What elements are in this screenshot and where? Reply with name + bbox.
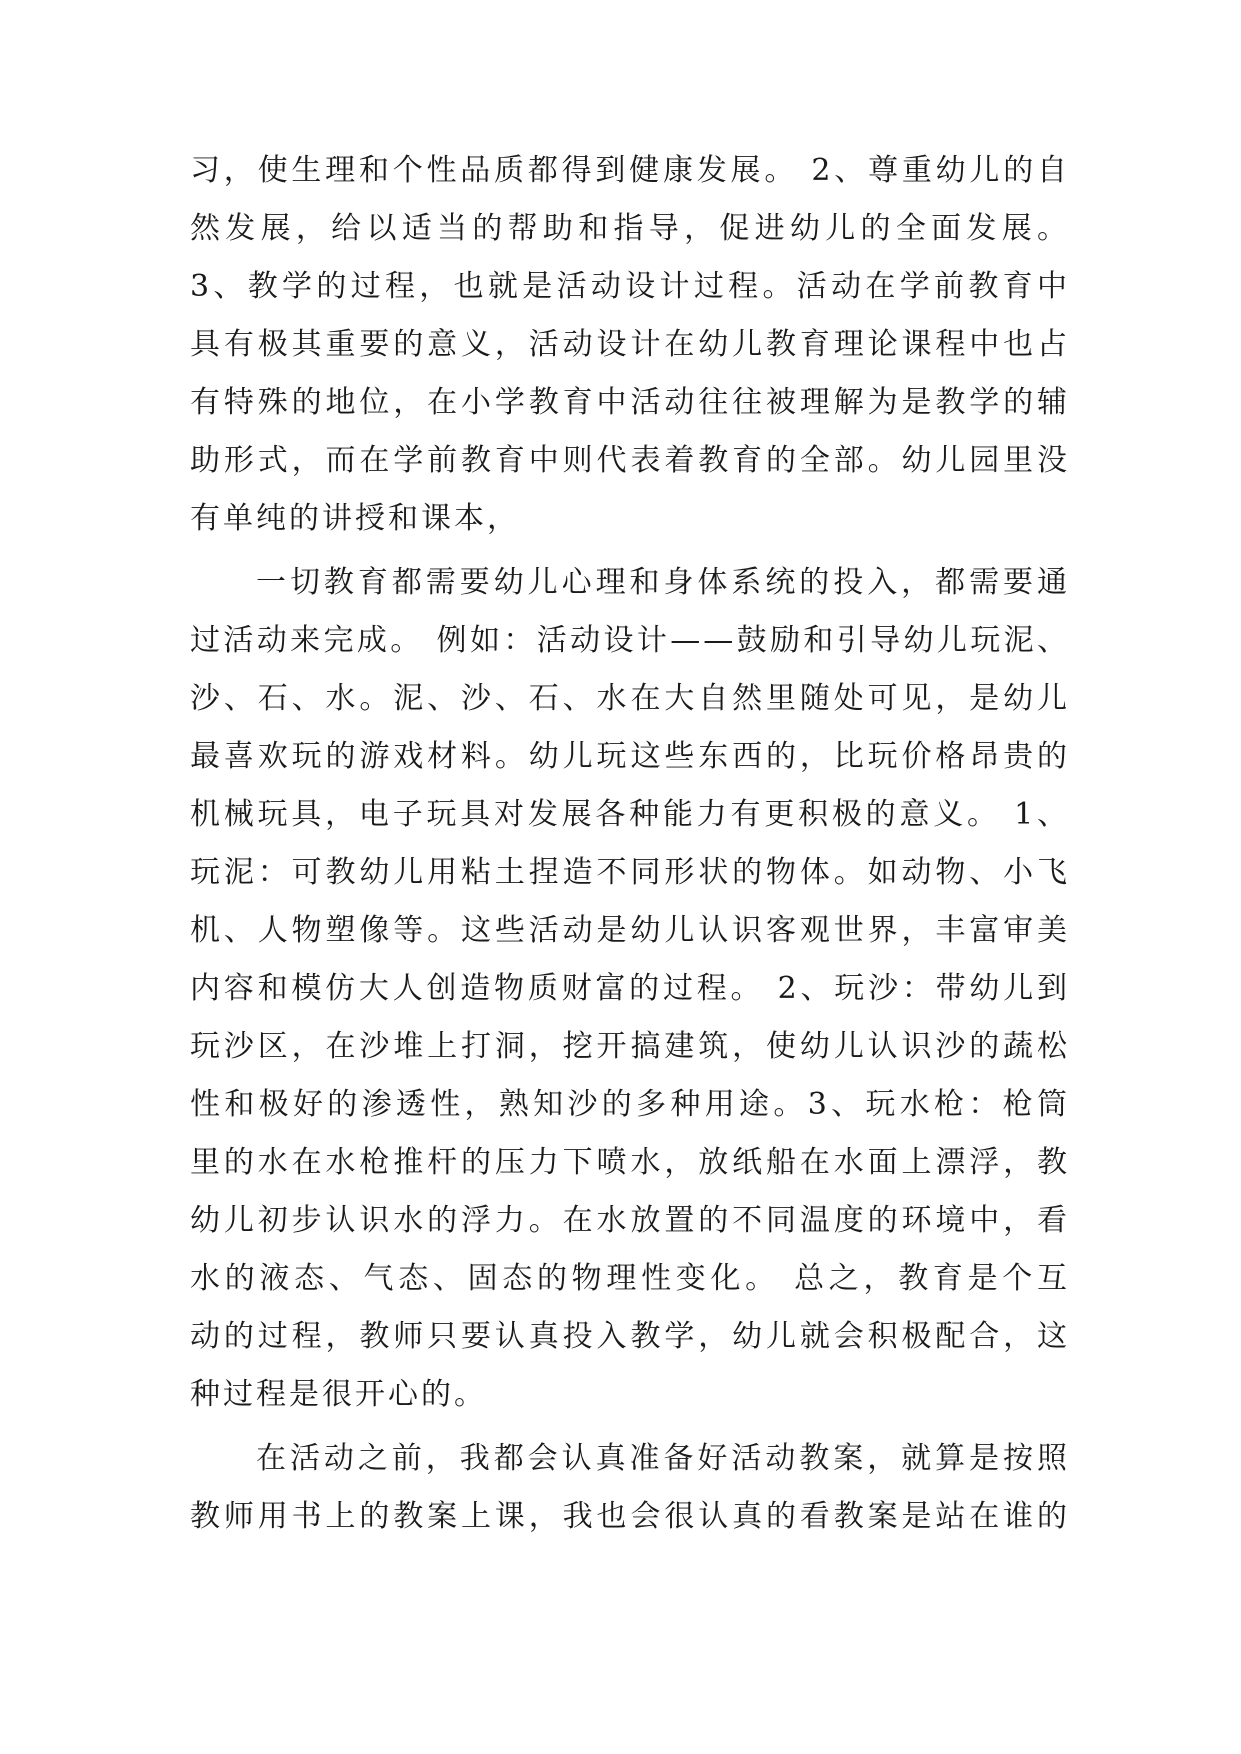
text-line: 习，使生理和个性品质都得到健康发展。 2、尊重幼儿的自 [190, 153, 1070, 188]
text-line: 性和极好的渗透性，熟知沙的多种用途。3、玩水枪：枪筒 [190, 1087, 1070, 1122]
text-line: 然发展，给以适当的帮助和指导，促进幼儿的全面发展。 [190, 211, 1070, 246]
text-line: 水的液态、气态、固态的物理性变化。 总之，教育是个互 [190, 1261, 1070, 1296]
text-line: 最喜欢玩的游戏材料。幼儿玩这些东西的，比玩价格昂贵的 [190, 739, 1070, 774]
text-line: 机械玩具，电子玩具对发展各种能力有更积极的意义。 1、 [190, 797, 1070, 832]
text-line: 过活动来完成。 例如：活动设计——鼓励和引导幼儿玩泥、 [190, 623, 1070, 658]
text-line: 玩泥：可教幼儿用粘土捏造不同形状的物体。如动物、小飞 [190, 855, 1070, 890]
text-line: 动的过程，教师只要认真投入教学，幼儿就会积极配合，这 [190, 1319, 1070, 1354]
text-line: 助形式，而在学前教育中则代表着教育的全部。幼儿园里没 [190, 443, 1070, 478]
text-line: 里的水在水枪推杆的压力下喷水，放纸船在水面上漂浮，教 [190, 1145, 1070, 1180]
text-line: 种过程是很开心的。 [190, 1377, 487, 1412]
text-line: 内容和模仿大人创造物质财富的过程。 2、玩沙：带幼儿到 [190, 971, 1070, 1006]
text-line: 机、人物塑像等。这些活动是幼儿认识客观世界，丰富审美 [190, 913, 1070, 948]
text-line: 在活动之前，我都会认真准备好活动教案，就算是按照 [256, 1441, 1070, 1476]
text-line: 教师用书上的教案上课，我也会很认真的看教案是站在谁的 [190, 1499, 1070, 1534]
text-line: 沙、石、水。泥、沙、石、水在大自然里随处可见，是幼儿 [190, 681, 1070, 716]
text-line: 3、教学的过程，也就是活动设计过程。活动在学前教育中 [190, 269, 1070, 304]
text-line: 一切教育都需要幼儿心理和身体系统的投入，都需要通 [256, 565, 1070, 600]
text-line: 具有极其重要的意义，活动设计在幼儿教育理论课程中也占 [190, 327, 1070, 362]
text-line: 幼儿初步认识水的浮力。在水放置的不同温度的环境中，看 [190, 1203, 1070, 1238]
text-line: 玩沙区，在沙堆上打洞，挖开搞建筑，使幼儿认识沙的蔬松 [190, 1029, 1070, 1064]
text-line: 有单纯的讲授和课本， [190, 501, 520, 536]
text-line: 有特殊的地位，在小学教育中活动往往被理解为是教学的辅 [190, 385, 1070, 420]
